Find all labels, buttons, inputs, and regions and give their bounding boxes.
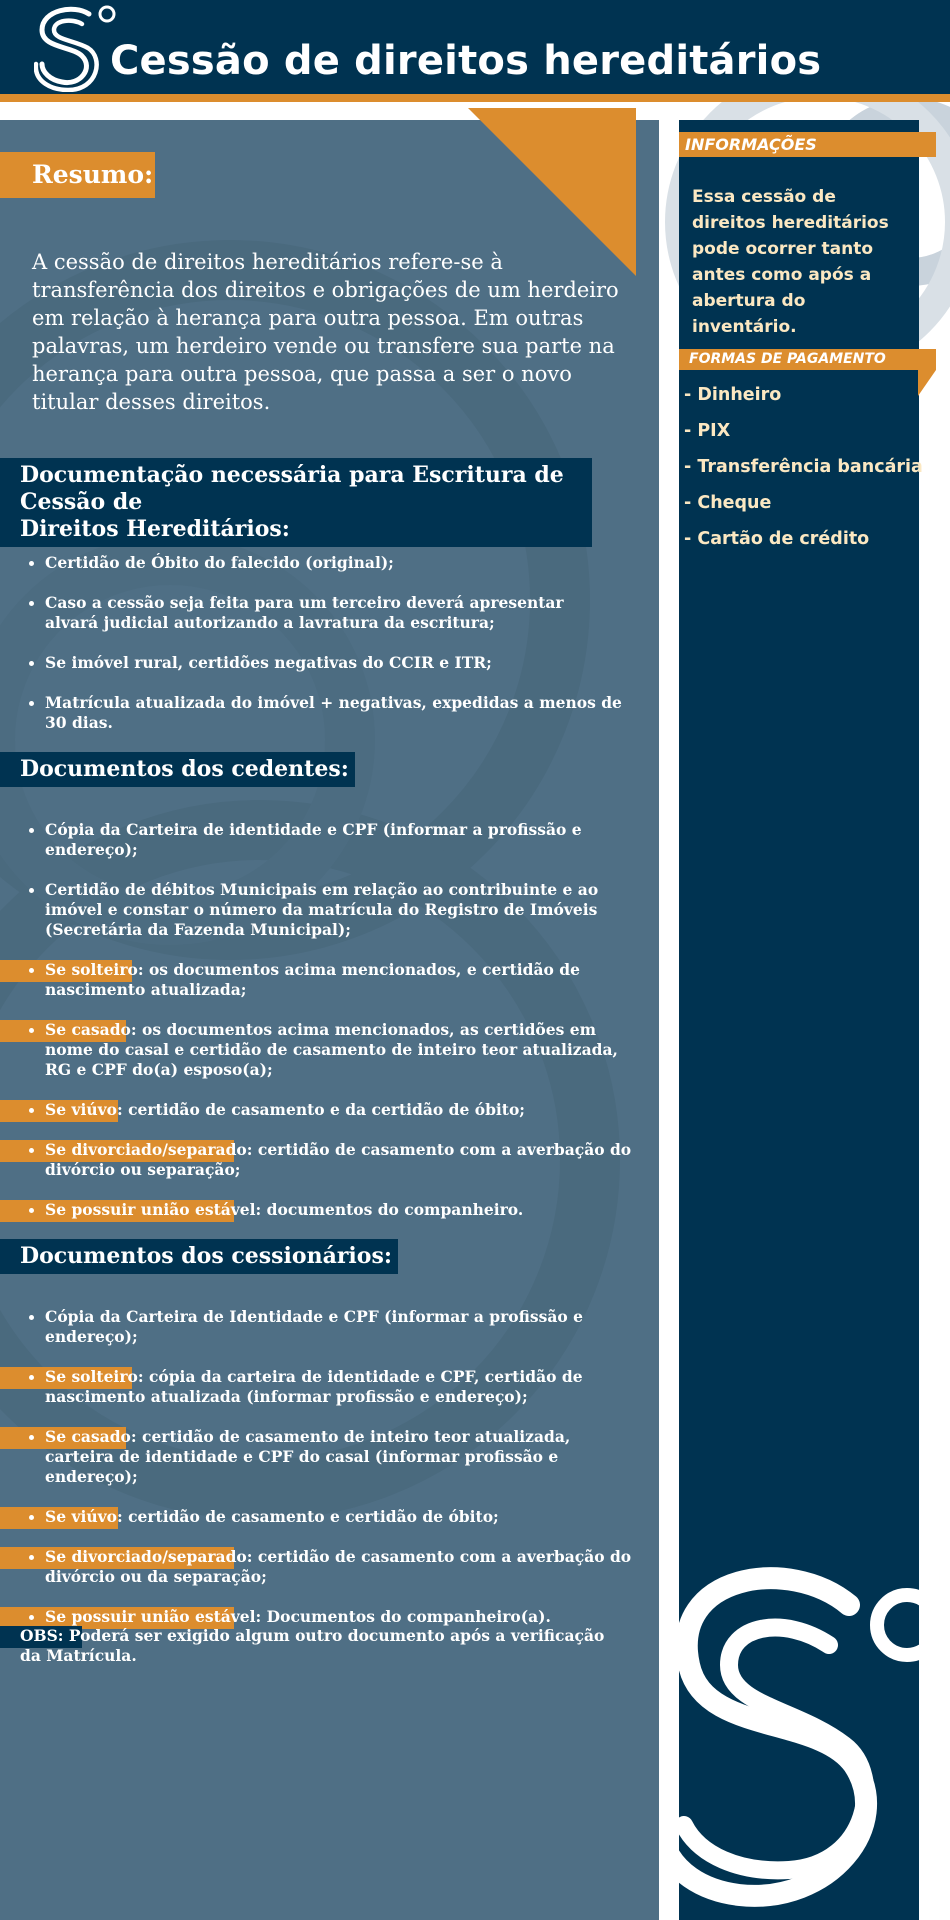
header-bar [0,0,950,94]
info-tag: INFORMAÇÕES [679,132,936,157]
list-item: Certidão de Óbito do falecido (original); [0,553,640,573]
doc-necessaria-title-line2: Direitos Hereditários: [20,516,290,542]
doc-necessaria-title [0,458,592,547]
list-item: Se casado: os documentos acima mencionados, as certidões em nome do casal e certidão de casamento de inteiro teor atualizada, RG e CPF do(a) esposo(a); [0,1020,620,1080]
highlight-label: Se viúvo: [45,1507,123,1526]
highlight-label: Se possuir união estável: [45,1200,262,1219]
cessionarios-title: Documentos dos cessionários: [0,1239,398,1274]
list-item: Certidão de débitos Municipais em relação ao contribuinte e ao imóvel e constar o número da matrícula do Registro de Imóveis (Secretária da Fazenda Municipal); [0,880,620,940]
list-item: Caso a cessão seja feita para um terceiro deverá apresentar alvará judicial autorizando a lavratura da escritura; [0,593,620,633]
payment-item-pix: - PIX [684,421,731,441]
payment-item-dinheiro: - Dinheiro [684,385,782,405]
payment-list [684,377,923,557]
payment-item-transferencia: - Transferência bancária [684,457,923,477]
obs-text: Poderá ser exigido algum outro documento após a verificação da Matrícula. [20,1626,605,1665]
info-text: Essa cessão de direitos hereditários pode ocorrer tanto antes como após a abertura do inventário. [692,187,889,337]
list-item: Se possuir união estável: documentos do companheiro. [0,1200,640,1220]
list-item: Se imóvel rural, certidões negativas do CCIR e ITR; [0,653,640,673]
highlight-label: Se viúvo: [45,1100,123,1119]
payment-item-cartao: - Cartão de crédito [684,529,870,549]
list-item: Se casado: certidão de casamento de inteiro teor atualizada, carteira de identidade e CPF do casal (informar profissão e endereço); [0,1427,620,1487]
highlight-label: Se casado: [45,1427,137,1446]
doc-necessaria-title-line1: Documentação necessária para Escritura de Cessão de [20,462,564,515]
doc-necessaria-list [0,553,640,733]
highlight-label: Se divorciado/separado: [45,1547,253,1566]
list-item: Se divorciado/separado: certidão de casamento com a averbação do divórcio ou da separação; [0,1547,640,1587]
list-item: Se solteiro: cópia da carteira de identidade e CPF, certidão de nascimento atualizada (informar profissão e endereço); [0,1367,630,1407]
resumo-tag: Resumo: [0,152,155,198]
list-item: Se possuir união estável: Documentos do companheiro(a). [0,1607,640,1627]
logo-icon [34,2,120,92]
list-item: Se divorciado/separado: certidão de casamento com a averbação do divórcio ou separação; [0,1140,640,1180]
list-item: Matrícula atualizada do imóvel + negativas, expedidas a menos de 30 dias. [0,693,640,733]
header-stripe [0,94,950,102]
highlight-label: Se casado: [45,1020,137,1039]
list-item: Se viúvo: certidão de casamento e certidão de óbito; [0,1507,640,1527]
logo-icon [679,1465,919,1920]
list-item: Se viúvo: certidão de casamento e da certidão de óbito; [0,1100,640,1120]
page-title: Cessão de direitos hereditários [110,38,822,84]
payment-item-cheque: - Cheque [684,493,772,513]
highlight-label: Se divorciado/separado: [45,1140,253,1159]
highlight-label: Se solteiro: [45,1367,144,1386]
payment-tag: FORMAS DE PAGAMENTO [679,349,936,370]
cedentes-title: Documentos dos cedentes: [0,752,355,787]
obs-label: OBS: [20,1626,64,1645]
obs-note [20,1626,620,1666]
resumo-text: A cessão de direitos hereditários refere-se à transferência dos direitos e obrigações de um herdeiro em relação à herança para outra pessoa. Em outras palavras, um herdeiro vende ou transfere sua parte na herança para outra pessoa, que passa a ser o novo titular desses direitos. [32,250,619,414]
cedentes-list [0,820,640,1220]
list-item: Cópia da Carteira de Identidade e CPF (informar a profissão e endereço); [0,1307,640,1347]
highlight-label: Se possuir união estável: [45,1607,262,1626]
list-item: Cópia da Carteira de identidade e CPF (informar a profissão e endereço); [0,820,640,860]
cessionarios-list [0,1307,640,1627]
list-item: Se solteiro: os documentos acima mencionados, e certidão de nascimento atualizada; [0,960,640,1000]
highlight-label: Se solteiro: [45,960,144,979]
